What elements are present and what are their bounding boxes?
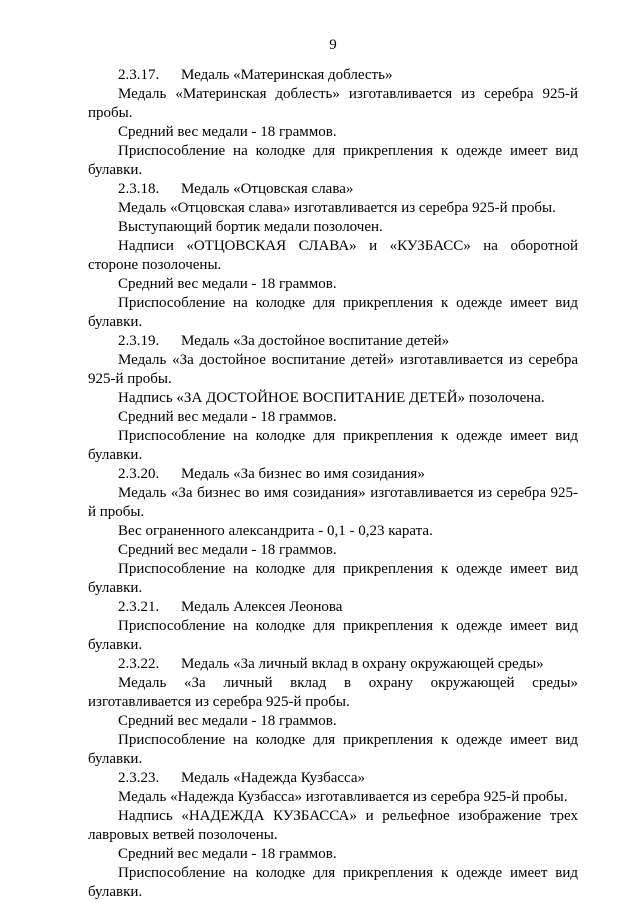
paragraph: Приспособление на колодке для прикрепления к одежде имеет вид булавки.	[88, 732, 578, 767]
section	[88, 66, 578, 180]
section	[88, 598, 578, 655]
section	[88, 465, 578, 598]
section-number: 2.3.23.	[118, 770, 160, 786]
paragraph: Приспособление на колодке для прикрепления к одежде имеет вид булавки.	[88, 561, 578, 596]
paragraph: Средний вес медали - 18 граммов.	[118, 276, 337, 292]
paragraph: Медаль «Материнская доблесть» изготавливается из серебра 925-й пробы.	[88, 86, 578, 121]
paragraph: Приспособление на колодке для прикрепления к одежде имеет вид булавки.	[88, 143, 578, 178]
paragraph: Средний вес медали - 18 граммов.	[118, 542, 337, 558]
paragraph: Вес ограненного александрита - 0,1 - 0,23 карата.	[118, 523, 433, 539]
paragraph: Приспособление на колодке для прикрепления к одежде имеет вид булавки.	[88, 295, 578, 330]
section-title: Медаль «Материнская доблесть»	[181, 67, 393, 83]
section-heading	[88, 598, 578, 617]
paragraph: Средний вес медали - 18 граммов.	[118, 409, 337, 425]
section-number: 2.3.21.	[118, 599, 160, 615]
section-heading	[88, 769, 578, 788]
paragraph: Выступающий бортик медали позолочен.	[118, 219, 383, 235]
section	[88, 769, 578, 902]
paragraph: Медаль «Надежда Кузбасса» изготавливается из серебра 925-й пробы.	[118, 789, 568, 805]
paragraph: Средний вес медали - 18 граммов.	[118, 124, 337, 140]
section-number: 2.3.22.	[118, 656, 160, 672]
section	[88, 332, 578, 465]
paragraph: Средний вес медали - 18 граммов.	[118, 846, 337, 862]
section-number: 2.3.20.	[118, 466, 160, 482]
document-body	[88, 66, 578, 902]
paragraph: Надпись «ЗА ДОСТОЙНОЕ ВОСПИТАНИЕ ДЕТЕЙ» позолочена.	[118, 390, 545, 406]
section	[88, 655, 578, 769]
paragraph: Средний вес медали - 18 граммов.	[118, 713, 337, 729]
section-title: Медаль Алексея Леонова	[181, 599, 343, 615]
section-title: Медаль «За достойное воспитание детей»	[181, 333, 450, 349]
paragraph: Медаль «Отцовская слава» изготавливается из серебра 925-й пробы.	[118, 200, 556, 216]
paragraph: Приспособление на колодке для прикрепления к одежде имеет вид булавки.	[88, 618, 578, 653]
paragraph: Надпись «НАДЕЖДА КУЗБАССА» и рельефное изображение трех лавровых ветвей позолочены.	[88, 808, 578, 843]
section-title: Медаль «За бизнес во имя созидания»	[181, 466, 425, 482]
paragraph: Приспособление на колодке для прикрепления к одежде имеет вид булавки.	[88, 428, 578, 463]
paragraph: Медаль «За бизнес во имя созидания» изготавливается из серебра 925-й пробы.	[88, 485, 578, 520]
paragraph: Медаль «За личный вклад в охрану окружающей среды» изготавливается из серебра 925-й пробы.	[88, 675, 578, 710]
paragraph: Приспособление на колодке для прикрепления к одежде имеет вид булавки.	[88, 865, 578, 900]
section-number: 2.3.17.	[118, 67, 160, 83]
section-heading	[88, 655, 578, 674]
section-heading	[88, 180, 578, 199]
page-number: 9	[329, 37, 337, 53]
section	[88, 180, 578, 332]
paragraph: Надписи «ОТЦОВСКАЯ СЛАВА» и «КУЗБАСС» на оборотной стороне позолочены.	[88, 238, 578, 273]
section-number: 2.3.18.	[118, 181, 160, 197]
section-title: Медаль «За личный вклад в охрану окружающей среды»	[181, 656, 544, 672]
section-heading	[88, 332, 578, 351]
section-number: 2.3.19.	[118, 333, 160, 349]
section-heading	[88, 66, 578, 85]
section-title: Медаль «Надежда Кузбасса»	[181, 770, 366, 786]
section-heading	[88, 465, 578, 484]
section-title: Медаль «Отцовская слава»	[181, 181, 354, 197]
paragraph: Медаль «За достойное воспитание детей» изготавливается из серебра 925-й пробы.	[88, 352, 578, 387]
